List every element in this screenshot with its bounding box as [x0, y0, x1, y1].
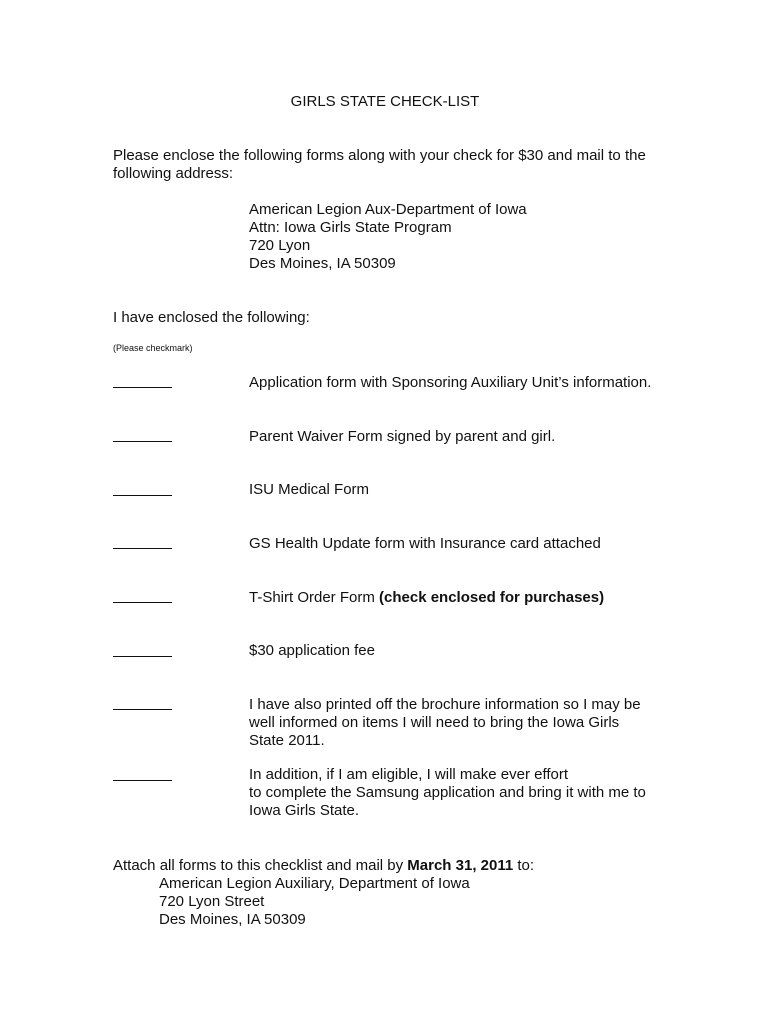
- return-address: [159, 875, 470, 929]
- closing-instruction: [113, 857, 534, 875]
- tshirt-order-emphasis: (check enclosed for purchases): [379, 589, 605, 606]
- mailing-address: [249, 201, 527, 273]
- return-address-line: American Legion Auxiliary, Department of Iowa: [159, 875, 470, 892]
- document-title: GIRLS STATE CHECK-LIST: [290, 93, 480, 110]
- return-address-line: 720 Lyon Street: [159, 893, 265, 910]
- mailing-address-line: Attn: Iowa Girls State Program: [249, 219, 452, 236]
- checkmark-blank-brochure[interactable]: [113, 709, 172, 710]
- checklist-item-samsung: [249, 766, 689, 820]
- checkmark-blank-medical-form[interactable]: [113, 495, 172, 496]
- return-address-line: Des Moines, IA 50309: [159, 911, 306, 928]
- checkmark-blank-application[interactable]: [113, 387, 172, 388]
- checkmark-blank-parent-waiver[interactable]: [113, 441, 172, 442]
- mailing-address-line: American Legion Aux-Department of Iowa: [249, 201, 527, 218]
- checkmark-blank-health-update[interactable]: [113, 548, 172, 549]
- checklist-item-medical-form: ISU Medical Form: [249, 481, 370, 498]
- samsung-line: Iowa Girls State.: [249, 802, 360, 819]
- deadline-date: March 31, 2011: [407, 857, 514, 874]
- closing-after: to:: [513, 857, 535, 874]
- checkmark-blank-samsung[interactable]: [113, 780, 172, 781]
- mailing-address-line: Des Moines, IA 50309: [249, 255, 396, 272]
- checklist-item-brochure: I have also printed off the brochure information so I may be well informed on items I will need to bring the Iowa Girls State 2011.: [249, 696, 641, 749]
- samsung-line: In addition, if I am eligible, I will make ever effort: [249, 766, 569, 783]
- checklist-item-health-update: GS Health Update form with Insurance card attached: [249, 535, 601, 552]
- mailing-address-line: 720 Lyon: [249, 237, 311, 254]
- tshirt-order-label: T-Shirt Order Form: [249, 589, 380, 606]
- checklist-item-application-fee: $30 application fee: [249, 642, 375, 659]
- checkmark-note: (Please checkmark): [113, 343, 193, 353]
- closing-before: Attach all forms to this checklist and mail by: [113, 857, 408, 874]
- intro-paragraph: Please enclose the following forms along with your check for $30 and mail to the following address:: [113, 147, 646, 182]
- checklist-item-tshirt-order: [249, 589, 689, 607]
- checkmark-blank-tshirt-order[interactable]: [113, 602, 172, 603]
- samsung-line: to complete the Samsung application and bring it with me to: [249, 784, 646, 801]
- enclosed-heading: I have enclosed the following:: [113, 309, 310, 326]
- checklist-item-parent-waiver: Parent Waiver Form signed by parent and girl.: [249, 428, 556, 445]
- checklist-item-application: Application form with Sponsoring Auxiliary Unit’s information.: [249, 374, 652, 391]
- checkmark-blank-application-fee[interactable]: [113, 656, 172, 657]
